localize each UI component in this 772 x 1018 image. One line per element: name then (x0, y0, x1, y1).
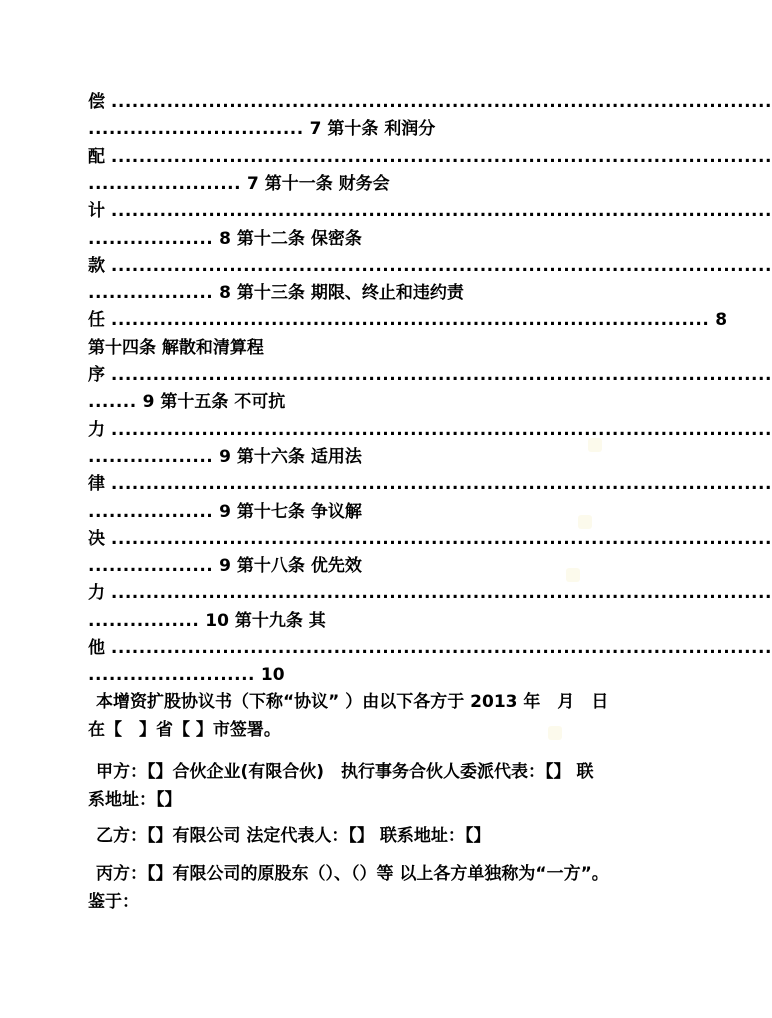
scan-artifact (548, 726, 562, 740)
toc-line-suffix: 8 第十二条 保密条 (219, 229, 362, 249)
toc-line-prefix: 他 (88, 638, 105, 658)
party-c-text-2: 鉴于： (88, 892, 139, 912)
intro-text-1: 本增资扩股协议书（下称“协议” ）由以下各方于 2013 年 月 日 (96, 692, 609, 712)
toc-leader-dots: ............................................................................................... (110, 365, 772, 385)
toc-line-prefix: 律 (88, 474, 105, 494)
toc-line-prefix: 力 (88, 583, 105, 603)
toc-line-prefix: 第十四条 解散和清算程 (88, 338, 264, 358)
toc-line-prefix: 力 (88, 420, 105, 440)
toc-leader-dots: ............................................................................................... (110, 201, 772, 221)
scan-artifact (566, 568, 580, 582)
party-c-line-1 (88, 860, 633, 888)
party-b-line (88, 822, 633, 850)
toc-line-suffix: 9 第十八条 优先效 (219, 556, 362, 576)
toc-leader-dots: .................. (88, 556, 214, 576)
intro-line-1 (88, 688, 633, 716)
toc-line (88, 389, 629, 415)
toc-line (88, 89, 772, 115)
toc-line (88, 362, 772, 388)
toc-line (88, 580, 772, 606)
toc-leader-dots: .................. (88, 502, 214, 522)
toc-line (88, 471, 772, 497)
toc-line (88, 253, 772, 279)
party-a-text-2: 系地址：【】 (88, 790, 182, 810)
toc-leader-dots: ............................................................................................... (110, 529, 772, 549)
toc-line (88, 444, 629, 470)
toc-line (88, 280, 629, 306)
toc-line-suffix: 9 第十七条 争议解 (219, 502, 362, 522)
toc-line-suffix: 7 第十一条 财务会 (247, 174, 390, 194)
party-b-text: 乙方：【】有限公司 法定代表人：【】 联系地址：【】 (96, 826, 491, 846)
toc-line-prefix: 配 (88, 147, 105, 167)
toc-leader-dots: .................. (88, 447, 214, 467)
toc-line (88, 335, 629, 361)
toc-line-suffix: 10 (260, 665, 285, 685)
toc-line (88, 635, 772, 661)
toc-leader-dots: ...................... (88, 174, 242, 194)
toc-line (88, 307, 728, 333)
toc-line (88, 499, 629, 525)
party-c-text-1: 丙方：【】有限公司的原股东（）、（）等 以上各方单独称为“一方”。 (96, 864, 609, 884)
toc-line (88, 144, 772, 170)
toc-line (88, 608, 629, 634)
toc-leader-dots: ............................... (88, 119, 304, 139)
toc-line-prefix: 决 (88, 529, 105, 549)
toc-line-suffix: 8 第十三条 期限、终止和违约责 (219, 283, 464, 303)
intro-text-2: 在【 】省【 】市签署。 (88, 720, 281, 740)
toc-line-suffix: 9 第十五条 不可抗 (142, 392, 286, 412)
party-a-line-2 (88, 786, 633, 814)
toc-leader-dots: ....... (88, 392, 137, 412)
toc-leader-dots: ................ (88, 611, 200, 631)
toc-leader-dots: ............................................................................................... (110, 474, 772, 494)
toc-leader-dots: ............................................................................................... (110, 583, 772, 603)
toc-line-prefix: 序 (88, 365, 105, 385)
party-b-paragraph (88, 822, 633, 850)
party-a-text-1: 甲方：【】合伙企业(有限合伙) 执行事务合伙人委派代表：【】 联 (96, 762, 594, 782)
toc-leader-dots: ...................................................................................... (110, 310, 710, 330)
party-c-line-2 (88, 888, 633, 916)
toc-line-prefix: 计 (88, 201, 105, 221)
party-c-paragraph (88, 860, 633, 916)
toc-leader-dots: ............................................................................................... (110, 638, 772, 658)
party-a-line-1 (88, 758, 633, 786)
scan-artifact (588, 438, 602, 452)
toc-line (88, 198, 772, 224)
toc-line-prefix: 任 (88, 310, 105, 330)
scan-artifact (578, 515, 592, 529)
toc-leader-dots: ............................................................................................... (110, 420, 772, 440)
toc-leader-dots: .................. (88, 283, 214, 303)
toc-leader-dots: .................. (88, 229, 214, 249)
toc-leader-dots: ........................ (88, 665, 255, 685)
toc-line (88, 116, 629, 142)
toc-line-prefix: 偿 (88, 92, 105, 112)
party-a-paragraph (88, 758, 633, 814)
toc-line (88, 417, 772, 443)
toc-line-suffix: 7 第十条 利润分 (309, 119, 436, 139)
toc-line (88, 171, 629, 197)
toc-line-prefix: 款 (88, 256, 105, 276)
toc-line (88, 553, 629, 579)
toc-line (88, 662, 629, 688)
toc-leader-dots: ............................................................................................... (110, 256, 772, 276)
toc-line-suffix: 10 第十九条 其 (205, 611, 326, 631)
toc-leader-dots: ............................................................................................... (110, 92, 772, 112)
toc-line (88, 226, 629, 252)
toc-leader-dots: ............................................................................................... (110, 147, 772, 167)
toc-line-suffix: 8 (715, 310, 728, 330)
toc-line-suffix: 9 第十六条 适用法 (219, 447, 362, 467)
toc-line (88, 526, 772, 552)
